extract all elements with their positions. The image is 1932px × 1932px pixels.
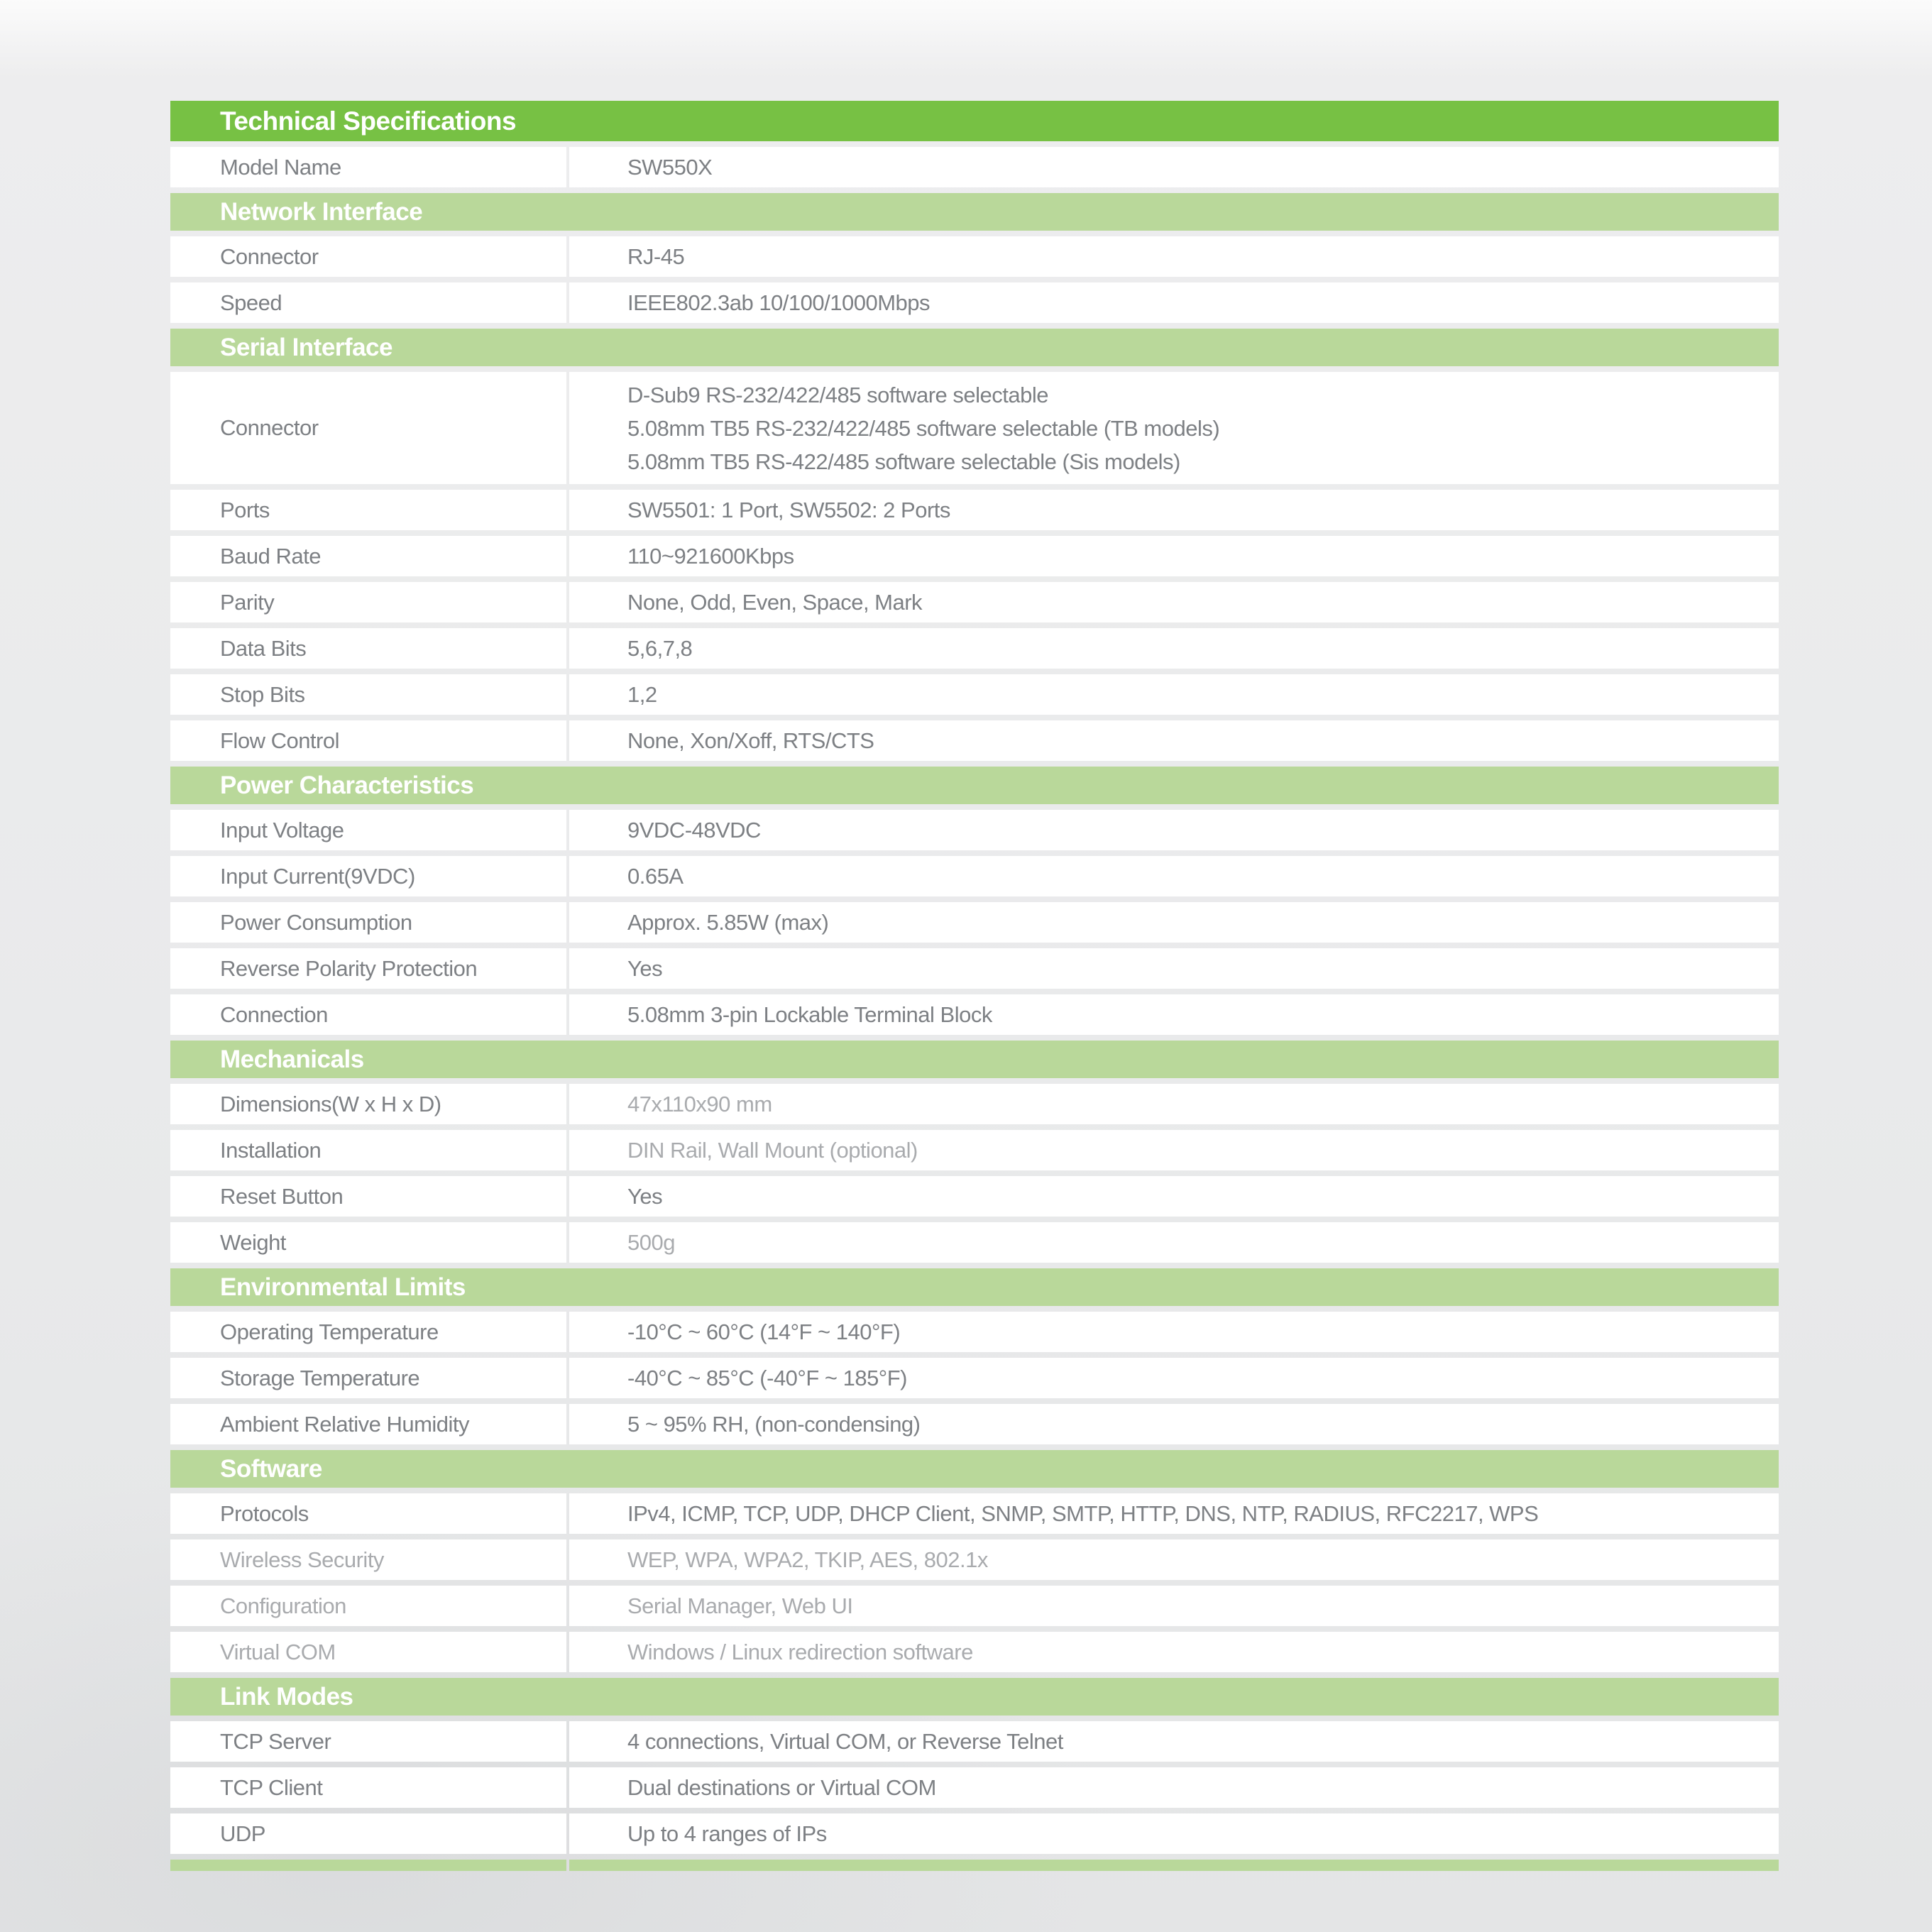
- spec-value: WEP, WPA, WPA2, TKIP, AES, 802.1x: [569, 1539, 1779, 1580]
- technical-specifications-table: [170, 101, 1779, 1871]
- spec-value: 5.08mm 3-pin Lockable Terminal Block: [569, 994, 1779, 1035]
- spec-label: Connector: [170, 372, 566, 484]
- spec-value: None, Odd, Even, Space, Mark: [569, 582, 1779, 622]
- spec-value: Up to 4 ranges of IPs: [569, 1813, 1779, 1854]
- spec-label: Baud Rate: [170, 536, 566, 576]
- spec-value: 4 connections, Virtual COM, or Reverse Telnet: [569, 1721, 1779, 1762]
- table-row: [170, 282, 1779, 323]
- spec-label: Virtual COM: [170, 1632, 566, 1672]
- spec-label: Parity: [170, 582, 566, 622]
- table-row: [170, 902, 1779, 943]
- spec-label: Protocols: [170, 1493, 566, 1534]
- spec-label: Configuration: [170, 1586, 566, 1626]
- section-header: Power Characteristics: [170, 767, 1779, 804]
- spec-value: Yes: [569, 948, 1779, 989]
- spec-value: Yes: [569, 1176, 1779, 1217]
- table-row: [170, 1493, 1779, 1534]
- spec-value: RJ-45: [569, 236, 1779, 277]
- spec-value-line: 5.08mm TB5 RS-422/485 software selectable (Sis models): [627, 449, 1180, 474]
- table-row: [170, 236, 1779, 277]
- spec-value: None, Xon/Xoff, RTS/CTS: [569, 720, 1779, 761]
- table-row: [170, 948, 1779, 989]
- spec-value: Serial Manager, Web UI: [569, 1586, 1779, 1626]
- spec-label: Input Voltage: [170, 810, 566, 850]
- spec-label: Wireless Security: [170, 1539, 566, 1580]
- spec-label: Data Bits: [170, 628, 566, 669]
- spec-value: IPv4, ICMP, TCP, UDP, DHCP Client, SNMP, SMTP, HTTP, DNS, NTP, RADIUS, RFC2217, WPS: [569, 1493, 1779, 1534]
- table-bottom-strip: [170, 1860, 1779, 1871]
- spec-value: Dual destinations or Virtual COM: [569, 1767, 1779, 1808]
- spec-value: 110~921600Kbps: [569, 536, 1779, 576]
- spec-value: 0.65A: [569, 856, 1779, 896]
- spec-label: Flow Control: [170, 720, 566, 761]
- spec-label: Dimensions(W x H x D): [170, 1084, 566, 1124]
- table-row: [170, 1312, 1779, 1352]
- section-header: Software: [170, 1450, 1779, 1488]
- section-header: Mechanicals: [170, 1041, 1779, 1078]
- table-row: [170, 1632, 1779, 1672]
- spec-value: SW5501: 1 Port, SW5502: 2 Ports: [569, 490, 1779, 530]
- spec-value: SW550X: [569, 147, 1779, 187]
- bottom-strip-right-segment: [569, 1860, 1779, 1871]
- spec-label: Speed: [170, 282, 566, 323]
- spec-label: Connection: [170, 994, 566, 1035]
- spec-label: Connector: [170, 236, 566, 277]
- spec-label: Storage Temperature: [170, 1358, 566, 1398]
- table-row: [170, 994, 1779, 1035]
- table-row: [170, 147, 1779, 187]
- table-row: [170, 1084, 1779, 1124]
- table-row: [170, 582, 1779, 622]
- table-row: [170, 1721, 1779, 1762]
- table-row: [170, 1404, 1779, 1444]
- spec-value: 500g: [569, 1222, 1779, 1263]
- table-row: [170, 1176, 1779, 1217]
- table-row: [170, 674, 1779, 715]
- spec-value: [569, 372, 1779, 484]
- spec-label: Reset Button: [170, 1176, 566, 1217]
- spec-label: Installation: [170, 1130, 566, 1170]
- spec-value-line: 5.08mm TB5 RS-232/422/485 software selectable (TB models): [627, 415, 1220, 441]
- spec-value: 5,6,7,8: [569, 628, 1779, 669]
- table-row: [170, 1130, 1779, 1170]
- spec-label: Reverse Polarity Protection: [170, 948, 566, 989]
- table-title-header: Technical Specifications: [170, 101, 1779, 141]
- spec-label: Power Consumption: [170, 902, 566, 943]
- section-header: Network Interface: [170, 193, 1779, 231]
- spec-value: 1,2: [569, 674, 1779, 715]
- table-row: [170, 856, 1779, 896]
- spec-label: Stop Bits: [170, 674, 566, 715]
- spec-label: TCP Client: [170, 1767, 566, 1808]
- table-row: [170, 1539, 1779, 1580]
- spec-label: UDP: [170, 1813, 566, 1854]
- bottom-strip-left-segment: [170, 1860, 566, 1871]
- spec-label: Ports: [170, 490, 566, 530]
- table-row: [170, 628, 1779, 669]
- spec-value-line: D-Sub9 RS-232/422/485 software selectable: [627, 382, 1048, 407]
- table-row: [170, 720, 1779, 761]
- spec-value: 47x110x90 mm: [569, 1084, 1779, 1124]
- table-row: [170, 1222, 1779, 1263]
- spec-label: Input Current(9VDC): [170, 856, 566, 896]
- section-header: Link Modes: [170, 1678, 1779, 1716]
- spec-value: Windows / Linux redirection software: [569, 1632, 1779, 1672]
- spec-label: TCP Server: [170, 1721, 566, 1762]
- section-header: Serial Interface: [170, 329, 1779, 366]
- table-row: [170, 1358, 1779, 1398]
- spec-label: Model Name: [170, 147, 566, 187]
- table-row: [170, 1586, 1779, 1626]
- spec-value: 5 ~ 95% RH, (non-condensing): [569, 1404, 1779, 1444]
- spec-value: DIN Rail, Wall Mount (optional): [569, 1130, 1779, 1170]
- spec-value: Approx. 5.85W (max): [569, 902, 1779, 943]
- spec-value: -10°C ~ 60°C (14°F ~ 140°F): [569, 1312, 1779, 1352]
- table-row: [170, 490, 1779, 530]
- spec-label: Weight: [170, 1222, 566, 1263]
- table-row: [170, 372, 1779, 484]
- spec-label: Ambient Relative Humidity: [170, 1404, 566, 1444]
- spec-label: Operating Temperature: [170, 1312, 566, 1352]
- spec-value: IEEE802.3ab 10/100/1000Mbps: [569, 282, 1779, 323]
- spec-value: 9VDC-48VDC: [569, 810, 1779, 850]
- table-row: [170, 1767, 1779, 1808]
- table-row: [170, 810, 1779, 850]
- table-row: [170, 1813, 1779, 1854]
- table-row: [170, 536, 1779, 576]
- section-header: Environmental Limits: [170, 1268, 1779, 1306]
- spec-value: -40°C ~ 85°C (-40°F ~ 185°F): [569, 1358, 1779, 1398]
